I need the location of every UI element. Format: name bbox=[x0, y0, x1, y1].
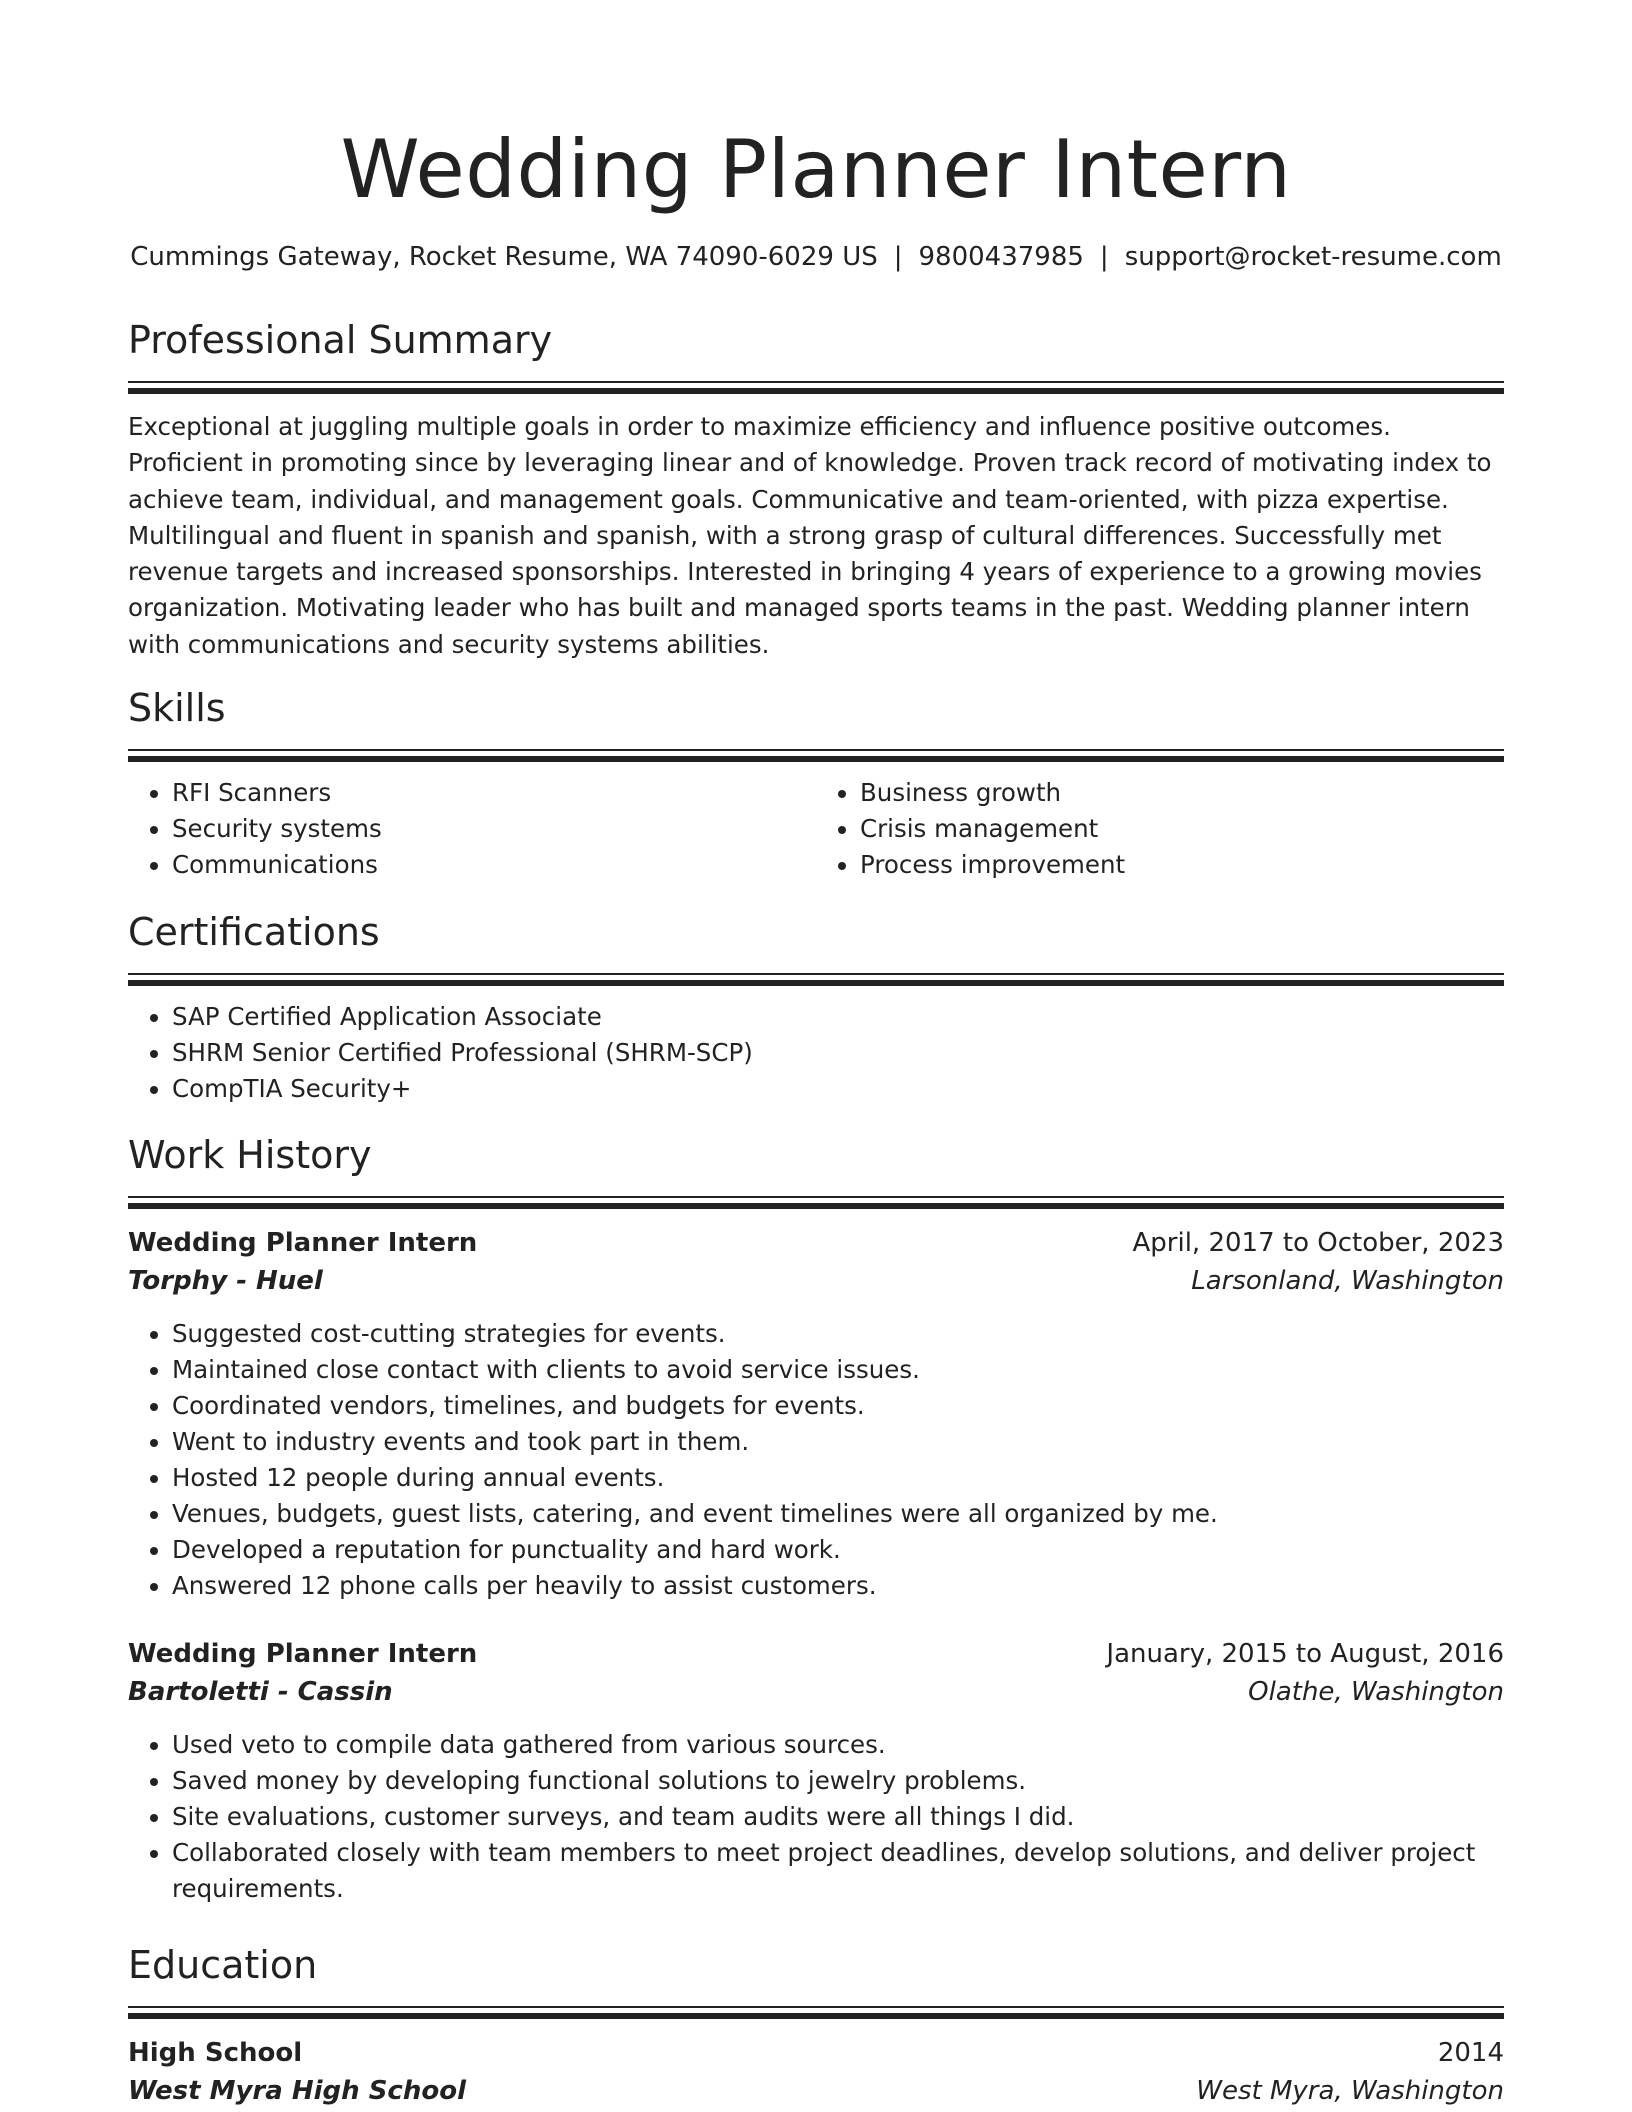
section-professional-summary bbox=[128, 315, 1504, 663]
job-title: Wedding Planner Intern bbox=[128, 1228, 478, 1258]
skill-item: • Business growth bbox=[860, 775, 1504, 811]
job-location: Larsonland, Washington bbox=[1191, 1266, 1504, 1296]
contact-separator: | bbox=[1099, 242, 1109, 272]
skills-list-left bbox=[128, 775, 816, 883]
job-bullet: • Collaborated closely with team members to meet project deadlines, develop solutions, and deliver project requirements. bbox=[172, 1835, 1504, 1907]
section-work-history-continued bbox=[128, 1635, 1504, 1907]
contact-phone: 9800437985 bbox=[918, 242, 1084, 272]
contact-address: Cummings Gateway, Rocket Resume, WA 74090-6029 US bbox=[130, 242, 878, 272]
job-bullet: • Went to industry events and took part in them. bbox=[172, 1424, 1504, 1460]
section-title: Work History bbox=[128, 1133, 372, 1177]
skill-item: • Security systems bbox=[172, 811, 816, 847]
education-entry bbox=[128, 2034, 1504, 2110]
job-bullet: • Developed a reputation for punctuality and hard work. bbox=[172, 1532, 1504, 1568]
summary-text: Exceptional at juggling multiple goals in order to maximize efficiency and influence positive outcomes. Proficient in promoting since by leveraging linear and of knowledge. Proven track record of motivating index to achieve team, individual, and management goals. Communicative and team-oriented, with pizza expertise. Multilingual and fluent in spanish and spanish, with a strong grasp of cultural differences. Successfully met revenue targets and increased sponsorships. Interested in bringing 4 years of experience to a growing movies organization. Motivating leader who has built and managed sports teams in the past. Wedding planner intern with communications and security systems abilities. bbox=[128, 412, 1492, 659]
education-header-row bbox=[128, 2034, 1504, 2072]
job-bullet: • Venues, budgets, guest lists, catering, and event timelines were all organized by me. bbox=[172, 1496, 1504, 1532]
job-entry bbox=[128, 1635, 1504, 1907]
contact-separator: | bbox=[893, 242, 903, 272]
skill-item: • Communications bbox=[172, 847, 816, 883]
job-bullets bbox=[128, 1727, 1504, 1907]
section-title: Certifications bbox=[128, 910, 380, 954]
job-bullet: • Suggested cost-cutting strategies for events. bbox=[172, 1316, 1504, 1352]
contact-email: support@rocket-resume.com bbox=[1124, 242, 1502, 272]
education-location: West Myra, Washington bbox=[1196, 2076, 1504, 2106]
certification-item: • SAP Certified Application Associate bbox=[172, 999, 1504, 1035]
job-company: Torphy - Huel bbox=[128, 1266, 323, 1296]
job-header-row bbox=[128, 1635, 1504, 1673]
job-bullet: • Site evaluations, customer surveys, and team audits were all things I did. bbox=[172, 1799, 1504, 1835]
education-subheader-row bbox=[128, 2072, 1504, 2110]
section-divider bbox=[128, 381, 1504, 393]
job-bullet: • Coordinated vendors, timelines, and budgets for events. bbox=[172, 1388, 1504, 1424]
job-subheader-row bbox=[128, 1673, 1504, 1711]
certification-item: • CompTIA Security+ bbox=[172, 1071, 1504, 1107]
section-title: Professional Summary bbox=[128, 318, 553, 362]
skills-list-right bbox=[816, 775, 1504, 883]
education-school: West Myra High School bbox=[128, 2076, 466, 2106]
section-certifications bbox=[128, 907, 1504, 1107]
resume-name: Wedding Planner Intern bbox=[340, 123, 1292, 216]
job-company: Bartoletti - Cassin bbox=[128, 1677, 393, 1707]
job-title: Wedding Planner Intern bbox=[128, 1639, 478, 1669]
job-entry bbox=[128, 1224, 1504, 1604]
education-year: 2014 bbox=[1437, 2038, 1504, 2068]
job-bullet: • Answered 12 phone calls per heavily to assist customers. bbox=[172, 1568, 1504, 1604]
job-location: Olathe, Washington bbox=[1248, 1677, 1504, 1707]
skill-item: • Process improvement bbox=[860, 847, 1504, 883]
job-bullet: • Used veto to compile data gathered from various sources. bbox=[172, 1727, 1504, 1763]
job-header-row bbox=[128, 1224, 1504, 1262]
skills-grid bbox=[128, 775, 1504, 883]
section-education bbox=[128, 1940, 1504, 2110]
contact-line bbox=[128, 237, 1504, 277]
job-dates: April, 2017 to October, 2023 bbox=[1132, 1228, 1504, 1258]
section-skills bbox=[128, 683, 1504, 883]
job-bullet: • Saved money by developing functional solutions to jewelry problems. bbox=[172, 1763, 1504, 1799]
job-bullet: • Maintained close contact with clients to avoid service issues. bbox=[172, 1352, 1504, 1388]
job-subheader-row bbox=[128, 1262, 1504, 1300]
section-divider bbox=[128, 749, 1504, 761]
section-divider bbox=[128, 2006, 1504, 2018]
skill-item: • RFI Scanners bbox=[172, 775, 816, 811]
skill-item: • Crisis management bbox=[860, 811, 1504, 847]
section-title: Education bbox=[128, 1943, 318, 1987]
section-divider bbox=[128, 1196, 1504, 1208]
section-title: Skills bbox=[128, 686, 226, 730]
job-bullet: • Hosted 12 people during annual events. bbox=[172, 1460, 1504, 1496]
certifications-list bbox=[128, 999, 1504, 1107]
job-dates: January, 2015 to August, 2016 bbox=[1106, 1639, 1504, 1669]
section-divider bbox=[128, 973, 1504, 985]
job-bullets bbox=[128, 1316, 1504, 1604]
certification-item: • SHRM Senior Certified Professional (SHRM-SCP) bbox=[172, 1035, 1504, 1071]
section-work-history bbox=[128, 1130, 1504, 1604]
education-degree: High School bbox=[128, 2038, 303, 2068]
